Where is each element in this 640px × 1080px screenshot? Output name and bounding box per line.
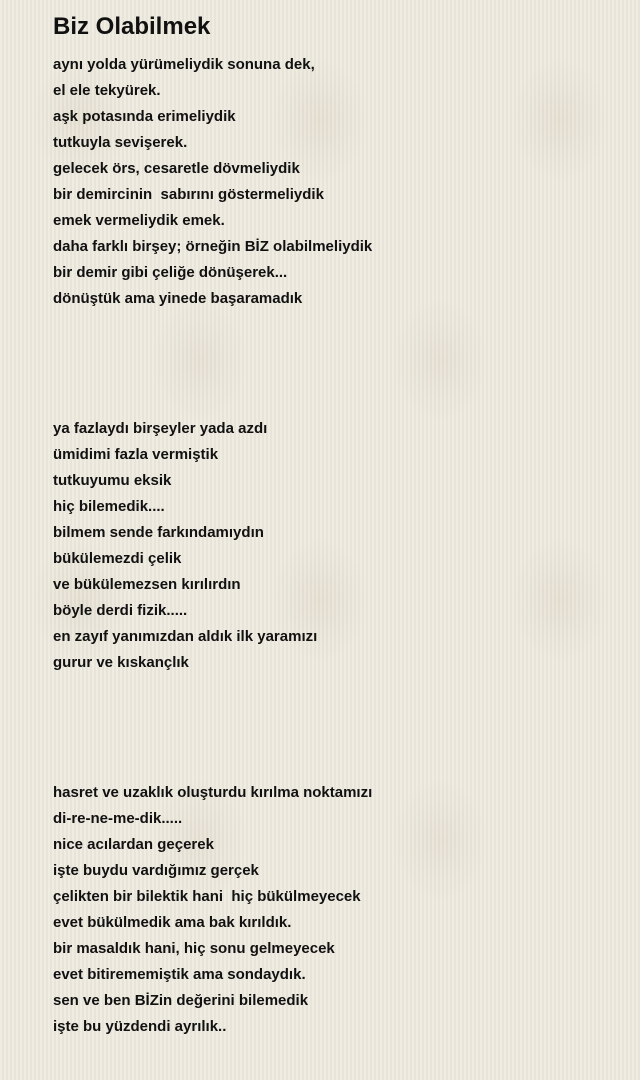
poem-line: çelikten bir bilektik hani hiç bükülmeyecek bbox=[53, 888, 361, 905]
poem-line: tutkuyla sevişerek. bbox=[53, 134, 188, 151]
stanza-1 bbox=[53, 52, 613, 312]
poem-line: böyle derdi fizik..... bbox=[53, 602, 188, 619]
stanza-3 bbox=[53, 780, 613, 1040]
poem-line: bir demircinin sabırını göstermeliydik bbox=[53, 186, 324, 203]
poem-line: tutkuyumu eksik bbox=[53, 472, 172, 489]
poem-line: daha farklı birşey; örneğin BİZ olabilmeliydik bbox=[53, 238, 373, 255]
poem-line: en zayıf yanımızdan aldık ilk yaramızı bbox=[53, 628, 318, 645]
poem-line: evet bükülmedik ama bak kırıldık. bbox=[53, 914, 292, 931]
poem-line: bir masaldık hani, hiç sonu gelmeyecek bbox=[53, 940, 335, 957]
poem-line: aynı yolda yürümeliydik sonuna dek, bbox=[53, 56, 315, 73]
poem-line: nice acılardan geçerek bbox=[53, 836, 214, 853]
poem-line: bir demir gibi çeliğe dönüşerek... bbox=[53, 264, 288, 281]
poem-line: bilmem sende farkındamıydın bbox=[53, 524, 264, 541]
poem-title: Biz Olabilmek bbox=[53, 13, 211, 40]
poem-line: evet bitirememiştik ama sondaydık. bbox=[53, 966, 306, 983]
poem bbox=[53, 10, 613, 1040]
poem-line: gurur ve kıskançlık bbox=[53, 654, 189, 671]
poem-line: sen ve ben BİZin değerini bilemedik bbox=[53, 992, 309, 1009]
poem-line: el ele tekyürek. bbox=[53, 82, 161, 99]
poem-line: bükülemezdi çelik bbox=[53, 550, 182, 567]
poem-line: işte buydu vardığımız gerçek bbox=[53, 862, 259, 879]
poem-line: ve bükülemezsen kırılırdın bbox=[53, 576, 241, 593]
poem-line: gelecek örs, cesaretle dövmeliydik bbox=[53, 160, 300, 177]
poem-line: di-re-ne-me-dik..... bbox=[53, 810, 183, 827]
poem-line: aşk potasında erimeliydik bbox=[53, 108, 236, 125]
stanza-2 bbox=[53, 416, 613, 676]
poem-line: hasret ve uzaklık oluşturdu kırılma noktamızı bbox=[53, 784, 373, 801]
poem-line: emek vermeliydik emek. bbox=[53, 212, 225, 229]
poem-line: dönüştük ama yinede başaramadık bbox=[53, 290, 303, 307]
poem-line: ya fazlaydı birşeyler yada azdı bbox=[53, 420, 268, 437]
poem-line: hiç bilemedik.... bbox=[53, 498, 165, 515]
poem-line: işte bu yüzdendi ayrılık.. bbox=[53, 1018, 227, 1035]
poem-line: ümidimi fazla vermiştik bbox=[53, 446, 219, 463]
